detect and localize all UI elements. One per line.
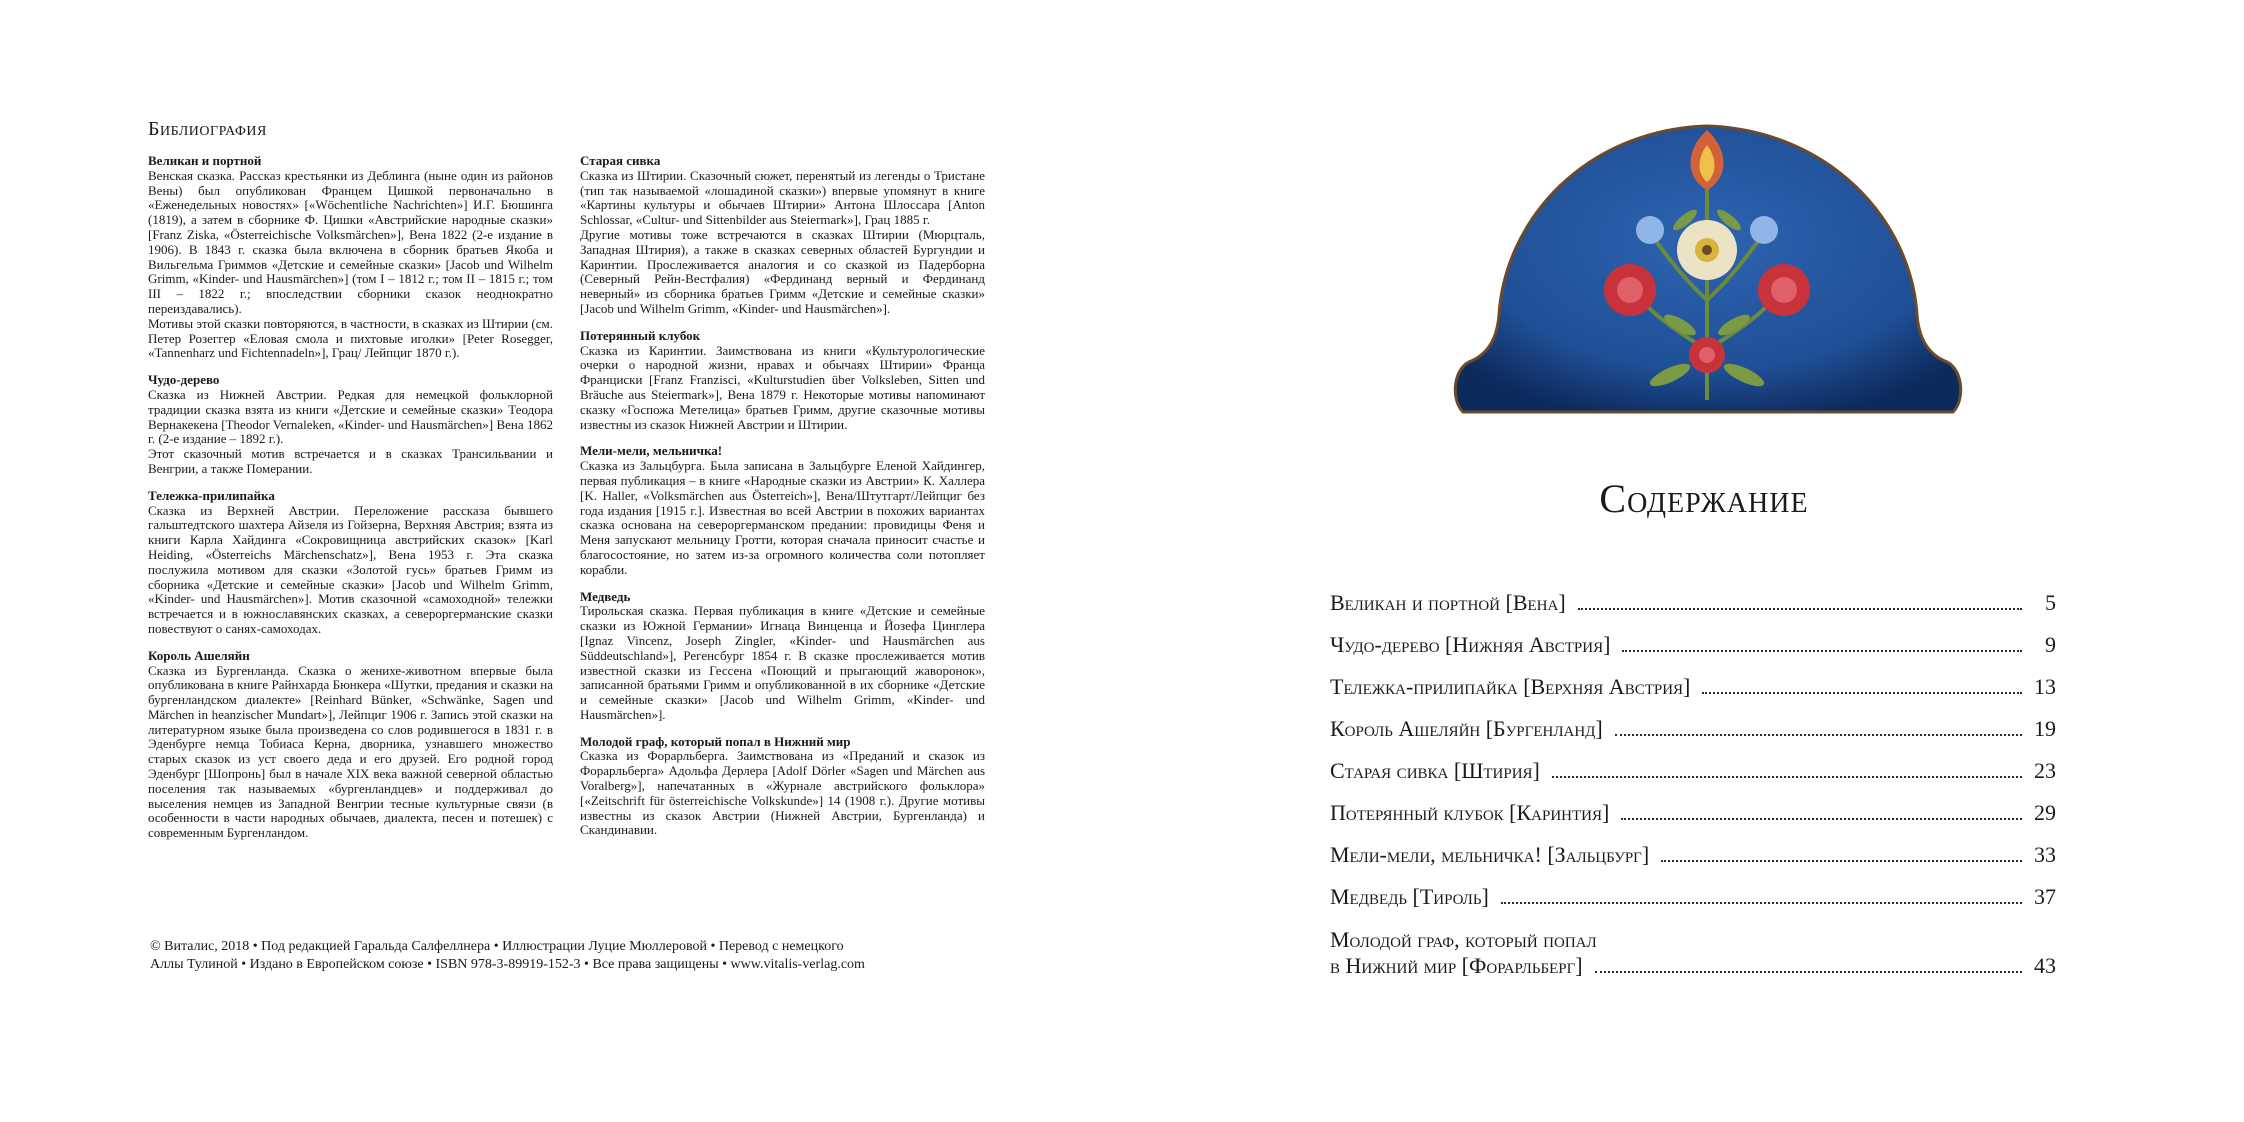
toc-entry[interactable] — [1330, 842, 2056, 884]
table-of-contents — [1330, 590, 2056, 988]
dot-leader — [1552, 775, 2022, 778]
entry-title: Король Ашеляйн — [148, 647, 250, 663]
toc-entry-title-continued: в Нижний мир [Форарльберг] — [1330, 953, 1583, 978]
toc-entry-title: Чудо-дерево [Нижняя Австрия] — [1330, 632, 1611, 657]
entry-title: Чудо-дерево — [148, 372, 220, 388]
toc-entry-title: Мели-мели, мельничка! [Зальцбург] — [1330, 842, 1650, 867]
dot-leader — [1702, 691, 2022, 694]
entry-title: Молодой граф, который попал в Нижний мир — [580, 733, 851, 749]
dot-leader — [1501, 901, 2022, 904]
bibliography-entry — [580, 444, 985, 577]
toc-entry[interactable] — [1330, 800, 2056, 842]
folk-art-ornament-illustration — [1445, 100, 1970, 420]
entry-title: Мели-мели, мельничка! — [580, 443, 723, 459]
bibliography-entry — [148, 373, 553, 477]
toc-page-number: 13 — [2034, 674, 2056, 699]
bibliography-entry — [580, 590, 985, 723]
dot-leader — [1578, 607, 2022, 610]
toc-page-number: 29 — [2034, 800, 2056, 825]
entry-title: Медведь — [580, 588, 631, 604]
toc-entry[interactable] — [1330, 758, 2056, 800]
dot-leader — [1615, 733, 2022, 736]
toc-heading: Содержание — [1599, 476, 1809, 521]
toc-entry-title: Король Ашеляйн [Бургенланд] — [1330, 716, 1603, 741]
entry-title: Старая сивка — [580, 153, 661, 168]
toc-entry-title: Молодой граф, который попал — [1330, 927, 1597, 952]
dot-leader — [1595, 970, 2022, 973]
toc-entry[interactable] — [1330, 928, 2056, 988]
entry-text: Тирольская сказка. Первая публикация в книге «Детские и семейные сказки из Южной Германии» Игнаца Винценца и Йозефа Цинглера [Ignaz Vincenz, Joseph Zingler, «Kinder- und Hausmärchen aus Süddeutschland»], Регенсбург 1854 г. В сказке прослеживается мотив известной сказки из Гессена «Поющий и прыгающий жаворонок», записанной братьями Гримм и опубликованной в их сборнике «Детские и семейные сказки» [Jacob und Wilhelm Grimm, «Kinder- und Hausmärchen»]. — [580, 603, 985, 722]
toc-entry-title: Старая сивка [Штирия] — [1330, 758, 1540, 783]
bibliography-entry — [148, 649, 553, 841]
toc-entry-second-line — [1330, 952, 2056, 980]
toc-page-number: 5 — [2045, 590, 2056, 615]
toc-page-number: 33 — [2034, 842, 2056, 867]
entry-text: Сказка из Штирии. Сказочный сюжет, перенятый из легенды о Тристане (тип так называемой «лошадиной сказки») впервые упомянут в книге «Картины культуры и обычаев Штирии» Антона Шлоссара [Anton Schlossar, «Cultur- und Sittenbilder aus Steiermark»], Грац 1885 г. Другие мотивы тоже встречаются в сказках Штирии (Мюрцталь, Западная Штирия), а также в сказках северных областей Бургундии и Каринтии. Прослеживается аналогия и со сказкой из Падерборна (Северный Рейн-Вестфалия) «Фердинанд верный и Фердинанд неверный» из сборника братьев Гримм «Детские и семейные сказки» [Jacob und Wilhelm Grimm, «Kinder- und Hausmärchen»]. — [580, 167, 985, 316]
toc-entry[interactable] — [1330, 674, 2056, 716]
bibliography-column-left — [148, 154, 553, 853]
toc-entry-title: Медведь [Тироль] — [1330, 884, 1489, 909]
entry-text: Сказка из Нижней Австрии. Редкая для немецкой фольклорной традиции сказка взята из книги «Детские и семейные сказки» Теодора Вернакекена [Theodor Vernaleken, «Kinder- und Hausmärchen»] Вена 1862 г. (2-е издание – 1892 г.). Этот сказочный мотив встречается и в сказках Трансильвании и Венгрии, а также Померании. — [148, 386, 553, 476]
toc-entry-title: Тележка-прилипайка [Верхняя Австрия] — [1330, 674, 1691, 699]
toc-entry[interactable] — [1330, 884, 2056, 926]
toc-entry[interactable] — [1330, 590, 2056, 632]
dot-leader — [1622, 649, 2022, 652]
entry-text: Венская сказка. Рассказ крестьянки из Деблинга (ныне один из районов Вены) был опубликован Францем Цишкой первоначально в «Еженедельных новостях» [«Wöchentliche Nachrichten»] И.Г. Бюшинга (1819), а затем в сборнике Ф. Цишки «Австрийские народные сказки» [Franz Ziska, «Österreichische Volksmärchen»], Вена 1822 (2-е издание в 1906). В 1843 г. сказка была включена в сборник братьев Якоба и Вильгельма Гриммов «Детские и семейные сказки» [Jacob und Wilhelm Grimm, «Kinder- und Hausmärchen»] (том I – 1812 г.; том II – 1815 г.; том III – 1822 г.; впоследствии сборники сказок неоднократно переиздавались). Мотивы этой сказки повторяются, в частности, в сказках из Штирии (см. Петер Розеггер «Еловая смола и пихтовые иголки» [Peter Rosegger, «Tannenharz und Fichtennadeln»], Грац/ Лейпциг 1870 г.). — [148, 167, 553, 361]
entry-text: Сказка из Форарльберга. Заимствована из «Преданий и сказок из Форарльберга» Адольфа Дерлера [Adolf Dörler «Sagen und Märchen aus Voralberg»], напечатанных в «Журнале австрийского фольклора» [«Zeitschrift für österreichische Volkskunde»] 14 (1908 г.). Другие мотивы известны из сказок Австрии (Нижней Австрии, Бургенланда) и Скандинавии. — [580, 748, 985, 838]
toc-entry-title: Потерянный клубок [Каринтия] — [1330, 800, 1610, 825]
bibliography-entry — [580, 329, 985, 433]
bibliography-entry — [148, 489, 553, 637]
bibliography-column-right — [580, 154, 985, 850]
entry-title: Тележка-прилипайка — [148, 487, 275, 503]
imprint-copyright: © Виталис, 2018 • Под редакцией Гаральда Салфеллнера • Иллюстрации Луцие Мюллеровой • Перевод с немецкого Аллы Тулиной • Издано в Европейском союзе • ISBN 978-3-89919-152-3 • Все права защищены • www.vitalis-verlag.com — [150, 939, 865, 972]
bibliography-entry — [580, 154, 985, 317]
toc-entry[interactable] — [1330, 632, 2056, 674]
entry-text: Сказка из Верхней Австрии. Переложение рассказа бывшего гальштедтского шахтера Айзеля из Гойзерна, Верхняя Австрия; взята из книги Карла Хайдинга «Сокровищница австрийских сказок» [Karl Heiding, «Österreichs Märchenschatz»], Вена 1953 г. Эта сказка послужила мотивом для сказки «Золотой гусь» братьев Гримм из сборника «Детские и семейные сказки» [Jacob und Wilhelm Grimm, «Kinder- und Hausmärchen»]. Мотив сказочной «самоходной» тележки встречается и в южнославянских сказках, а североргерманские сказки повествуют о санях-самоходах. — [148, 502, 553, 636]
entry-title: Великан и портной — [148, 153, 262, 168]
toc-page-number: 19 — [2034, 716, 2056, 741]
dot-leader — [1661, 859, 2022, 862]
entry-text: Сказка из Бургенланда. Сказка о женихе-животном впервые была опубликована в книге Райнхарда Бюнкера «Шутки, предания и сказки на бургенландском диалекте» [Reinhard Bünker, «Schwänke, Sagen und Märchen in heanzischer Mundart»], Лейпциг 1906 г. Запись этой сказки на литературном языке была произведена со слов родившегося в 1831 г. в Эденбурге немца Тобиаса Керна, дворника, узнавшего множество старых сказок из уст своего деда и его друзей. Его родной город Эденбург [Шопронь] был в начале XIX века важной северной областью поселения так называемых «бургенландцев» и поддерживал до выселения немцев из Западной Венгрии тесные культурные связи (в особенности в части народных обычаев, диалекта, песен и потешек) с современным Бургенландом. — [148, 662, 553, 841]
toc-page-number: 37 — [2034, 884, 2056, 909]
toc-page-number: 43 — [2034, 953, 2056, 978]
entry-title: Потерянный клубок — [580, 327, 701, 343]
bibliography-entry — [580, 735, 985, 839]
toc-entry[interactable] — [1330, 716, 2056, 758]
entry-text: Сказка из Зальцбурга. Была записана в Зальцбурге Еленой Хайдингер, первая публикация – в книге «Народные сказки из Австрии» К. Халлера [K. Haller, «Volksmärchen aus Österreich»], Вена/Штутгарт/Лейпциг без года издания [1915 г.]. Известная во всей Австрии в похожих вариантах сказка основана на североргерманском предании: провидицы Феня и Меня запускают мельницу Гротти, которая сначала приносит счастье и благосостояние, но затем из-за огромного количества соли потопляет корабли. — [580, 458, 985, 577]
bibliography-entry — [148, 154, 553, 361]
toc-page-number: 9 — [2045, 632, 2056, 657]
dot-leader — [1621, 817, 2022, 820]
entry-text: Сказка из Каринтии. Заимствована из книги «Культурологические очерки о народной жизни, нравах и обычаях Штирии» Франца Франциски [Franz Franzisci, «Kulturstudien über Volksleben, Sitten und Bräuche aus Steiermark»], Вена 1879 г. Некоторые мотивы напоминают сказку «Госпожа Метелица» братьев Гримм, другие сказочные мотивы известны из сказок Нижней Австрии и Штирии. — [580, 342, 985, 432]
bibliography-section — [148, 118, 988, 978]
toc-page-number: 23 — [2034, 758, 2056, 783]
toc-entry-title: Великан и портной [Вена] — [1330, 590, 1566, 615]
bibliography-heading: Библиография — [148, 118, 267, 140]
